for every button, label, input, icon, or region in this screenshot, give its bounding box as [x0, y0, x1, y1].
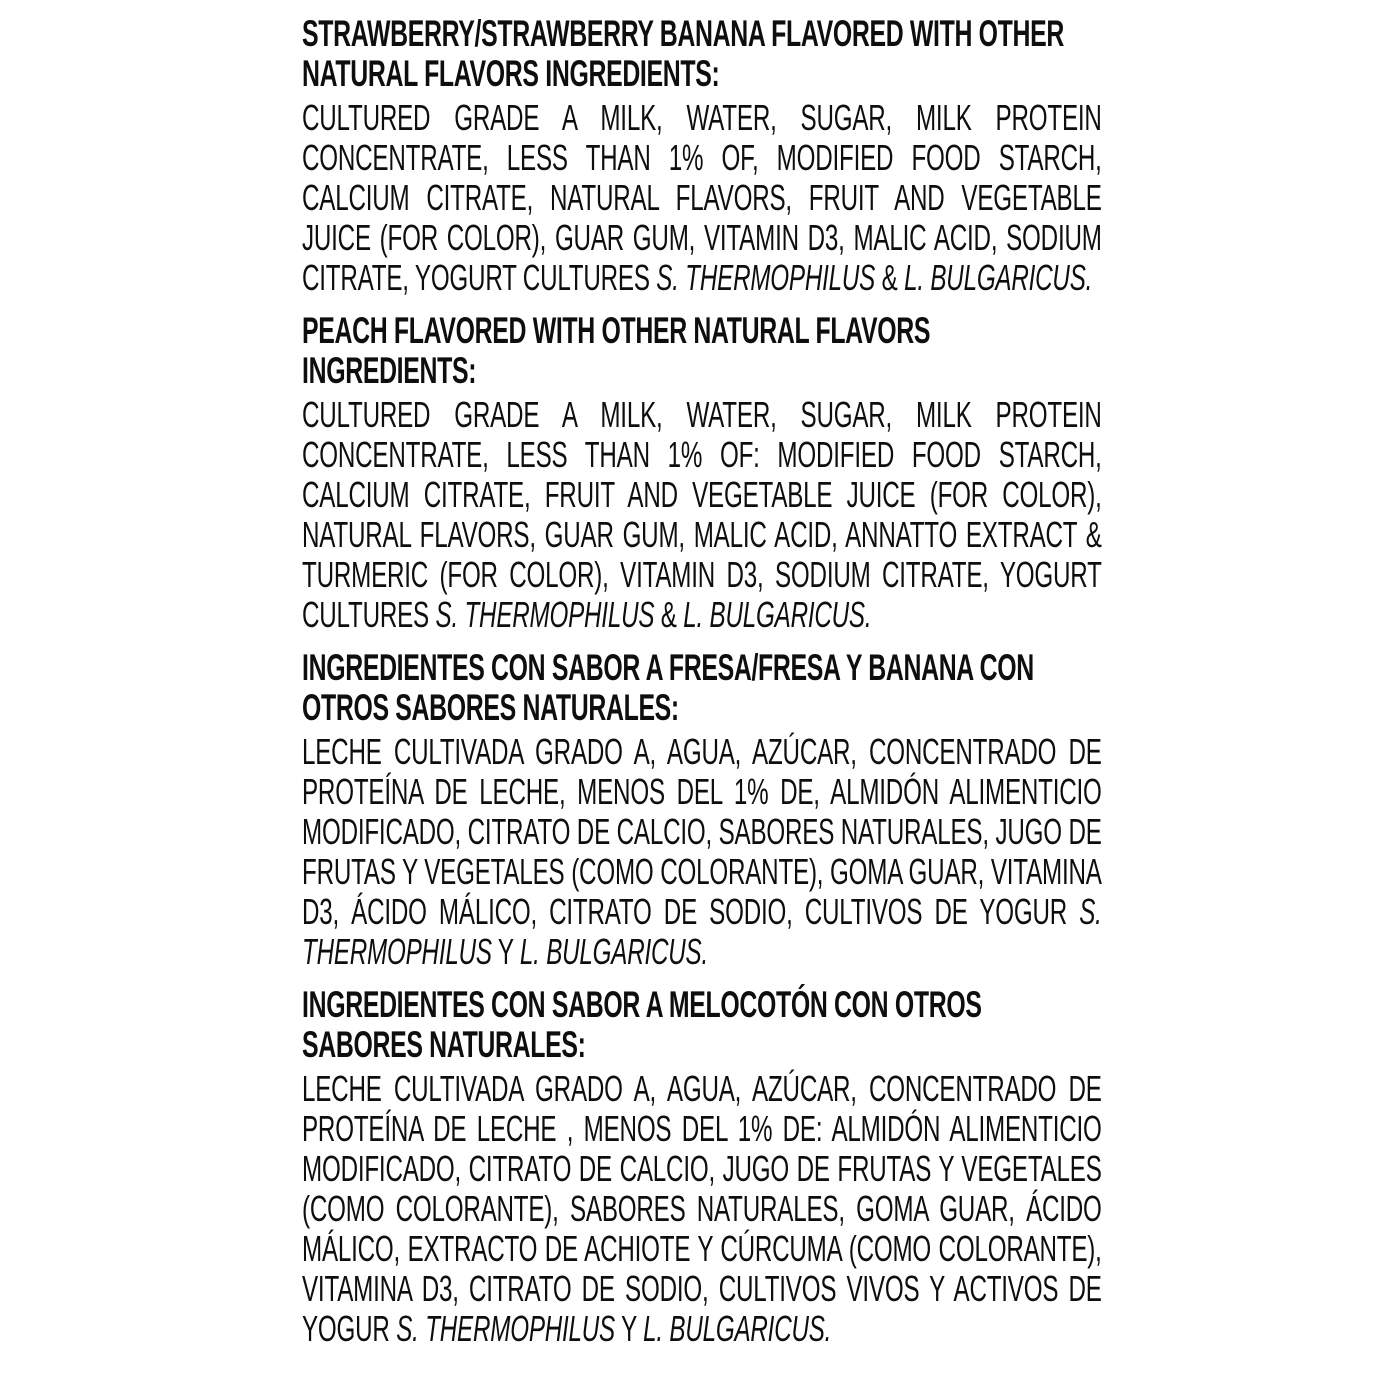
ingredient-text: Y — [491, 931, 520, 972]
section-heading: INGREDIENTES CON SABOR A FRESA/FRESA Y BANANA CON OTROS SABORES NATURALES: — [302, 647, 1034, 728]
section-body — [302, 98, 1102, 298]
section-melocoton-spanish — [302, 985, 1102, 1349]
section-heading: INGREDIENTES CON SABOR A MELOCOTÓN CON OTROS SABORES NATURALES: — [302, 984, 982, 1065]
ingredients-label-panel — [302, 14, 1102, 1362]
ingredient-text: LECHE CULTIVADA GRADO A, AGUA, AZÚCAR, CONCENTRADO DE PROTEÍNA DE LECHE, MENOS DEL 1% DE, ALMIDÓN ALIMENTICIO MODIFICADO, CITRATO DE CALCIO, SABORES NATURALES, JUGO DE FRUTAS Y VEGETALES (COMO COLORANTE), GOMA GUAR, VITAMINA D3, ÁCIDO MÁLICO, CITRATO DE SODIO, CULTIVOS DE YOGUR — [302, 731, 1102, 932]
section-peach-english — [302, 311, 1102, 635]
culture-name-italic: S. THERMOPHILUS — [656, 257, 876, 298]
culture-name-italic: L. BULGARICUS. — [643, 1308, 832, 1349]
section-heading: PEACH FLAVORED WITH OTHER NATURAL FLAVORS INGREDIENTS: — [302, 310, 931, 391]
ingredient-text: CULTURED GRADE A MILK, WATER, SUGAR, MILK PROTEIN CONCENTRATE, LESS THAN 1% OF: MODIFIED FOOD STARCH, CALCIUM CITRATE, FRUIT AND VEGETABLE JUICE (FOR COLOR), NATURAL FLAVORS, GUAR GUM, MALIC ACID, ANNATTO EXTRACT & TURMERIC (FOR COLOR), VITAMIN D3, SODIUM CITRATE, YOGURT CULTURES — [302, 394, 1102, 635]
culture-name-italic: L. BULGARICUS. — [519, 931, 708, 972]
culture-name-italic: L. BULGARICUS. — [904, 257, 1093, 298]
section-body — [302, 732, 1102, 972]
section-body — [302, 395, 1102, 635]
ingredient-text: LECHE CULTIVADA GRADO A, AGUA, AZÚCAR, CONCENTRADO DE PROTEÍNA DE LECHE , MENOS DEL 1% DE: ALMIDÓN ALIMENTICIO MODIFICADO, CITRATO DE CALCIO, JUGO DE FRUTAS Y VEGETALES (COMO COLORANTE), SABORES NATURALES, GOMA GUAR, ÁCIDO MÁLICO, EXTRACTO DE ACHIOTE Y CÚRCUMA (COMO COLORANTE), VITAMINA D3, CITRATO DE SODIO, CULTIVOS VIVOS Y ACTIVOS DE YOGUR — [302, 1068, 1102, 1349]
culture-name-italic: S. THERMOPHILUS — [396, 1308, 616, 1349]
ingredient-text: CULTURED GRADE A MILK, WATER, SUGAR, MILK PROTEIN CONCENTRATE, LESS THAN 1% OF, MODIFIED FOOD STARCH, CALCIUM CITRATE, NATURAL FLAVORS, FRUIT AND VEGETABLE JUICE (FOR COLOR), GUAR GUM, VITAMIN D3, MALIC ACID, SODIUM CITRATE, YOGURT CULTURES — [302, 97, 1102, 298]
ingredient-text: Y — [615, 1308, 644, 1349]
culture-name-italic: L. BULGARICUS. — [683, 594, 872, 635]
section-heading: STRAWBERRY/STRAWBERRY BANANA FLAVORED WITH OTHER NATURAL FLAVORS INGREDIENTS: — [302, 13, 1065, 94]
section-body — [302, 1069, 1102, 1349]
section-fresa-banana-spanish — [302, 648, 1102, 972]
section-strawberry-banana-english — [302, 14, 1102, 298]
culture-name-italic: S. THERMOPHILUS — [302, 891, 1102, 972]
ingredient-text: & — [875, 257, 905, 298]
ingredient-text: & — [654, 594, 684, 635]
culture-name-italic: S. THERMOPHILUS — [435, 594, 655, 635]
